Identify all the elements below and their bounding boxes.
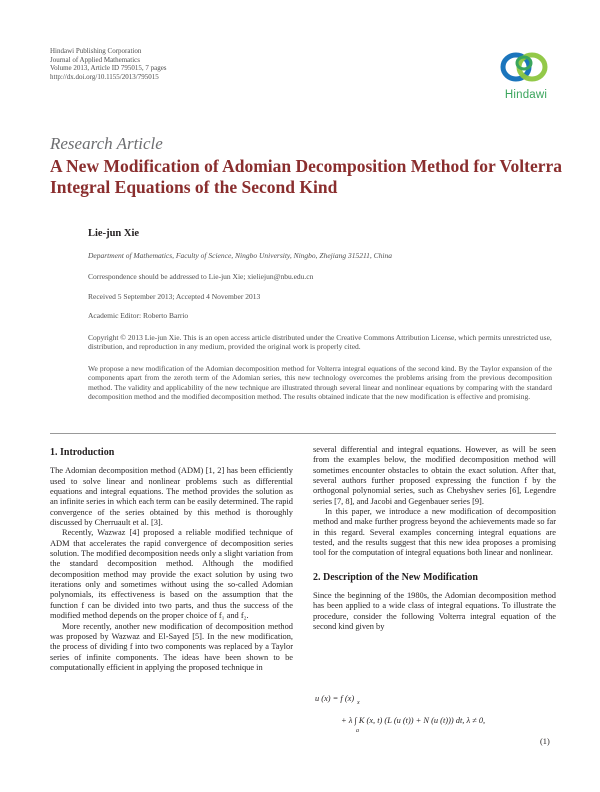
integral-lower-limit: a [356, 728, 359, 734]
paragraph: several differential and integral equations. However, as will be seen from the examples below, the modified decomposition method will sometimes encounter obstacles to obtain the exact solution. After that, several authors further proposed expressing the function f by the orthogonal polynomial series, such as Chebyshev series [6], Legendre series [7, 8], and Jacobi and Gegenbauer series [9]. [313, 445, 556, 506]
paragraph: More recently, another new modification of decomposition method was proposed by Wazwaz and El-Sayed [5]. In the new modification, the process of dividing f into two components was replaced by a Taylor series of infinite components. The ideas have been shown to be computationally efficient in applying the proposed technique in [50, 621, 293, 672]
section-divider [50, 433, 556, 434]
paragraph: The Adomian decomposition method (ADM) [1, 2] has been efficiently used to solve linear and nonlinear problems such as differential equations and integral equations. The method provides the solution as an infinite series in which each term can be easily determined. The rapid convergence of the series obtained by this method is thoroughly discussed by Cherruault et al. [3]. [50, 466, 293, 528]
author-name: Lie-jun Xie [88, 228, 140, 239]
equation-number: (1) [540, 737, 550, 746]
paragraph: Recently, Wazwaz [4] proposed a reliable modified technique of ADM that accelerates the rapid convergence of decomposition series solution. The modified decomposition needs only a slight variation from the standard decomposition method. Although the modified decomposition method may provide the exact solution by using two iterations only and sometimes without using the so-called Adomian polynomials, its effectiveness is based on the assumption that the function f can be divided into two parts, and thus the success of the modified method depends on the proper choice of f₁ and f₂. [50, 528, 293, 621]
hindawi-logo-text: Hindawi [504, 89, 548, 101]
academic-editor: Academic Editor: Roberto Barrio [88, 311, 189, 320]
left-column [50, 448, 293, 673]
paper-title: A New Modification of Adomian Decomposition Method for Volterra Integral Equations of the Second Kind [50, 156, 563, 197]
doi-link[interactable]: http://dx.doi.org/10.1155/2013/795015 [50, 72, 159, 81]
correspondence: Correspondence should be addressed to Lie-jun Xie; xieliejun@nbu.edu.cn [88, 272, 314, 281]
integral-upper-limit: x [357, 700, 360, 706]
equation-line-1: u (x) = f (x) [315, 694, 355, 703]
journal-name: Journal of Applied Mathematics [50, 55, 141, 64]
article-type: Research Article [50, 134, 163, 153]
publisher: Hindawi Publishing Corporation [50, 47, 142, 55]
copyright-notice: Copyright © 2013 Lie-jun Xie. This is an open access article distributed under the Creative Commons Attribution License, which permits unrestricted use, distribution, and reproduction in any medium, provided the original work is properly cited. [88, 333, 552, 352]
equation-line-2: + λ ∫ K (x, t) (L (u (t)) + N (u (t))) dt, λ ≠ 0, [341, 716, 486, 725]
paragraph: In this paper, we introduce a new modification of decomposition method and make further progress beyond the achievements made so far in this regard. Several examples concerning integral equations are tested, and the results suggest that this new idea proposes a promising tool for the computation of integral equations both linear and nonlinear. [313, 507, 556, 558]
affiliation: Department of Mathematics, Faculty of Science, Ningbo University, Ningbo, Zhejiang 315211, China [88, 251, 392, 260]
abstract: We propose a new modification of the Adomian decomposition method for Volterra integral equations of the second kind. By the Taylor expansion of the components apart from the zeroth term of the Adomian series, this new technology overcomes the problems arising from the previous decomposition method. The validity and applicability of the new technique are illustrated through several linear and nonlinear equations by comparing with the standard decomposition method and the modified decomposition method. The results obtained indicate that the new modification is effective and promising. [88, 364, 552, 402]
paragraph: Since the beginning of the 1980s, the Adomian decomposition method has been applied to a wide class of integral equations. To illustrate the procedure, consider the following Volterra integral equation of the second kind given by [313, 591, 556, 632]
right-column [313, 445, 556, 633]
section-heading-description: 2. Description of the New Modification [313, 571, 478, 583]
journal-header [50, 47, 167, 81]
dates: Received 5 September 2013; Accepted 4 November 2013 [88, 292, 261, 301]
section-heading-introduction: 1. Introduction [50, 447, 115, 458]
volume-info: Volume 2013, Article ID 795015, 7 pages [50, 64, 167, 73]
